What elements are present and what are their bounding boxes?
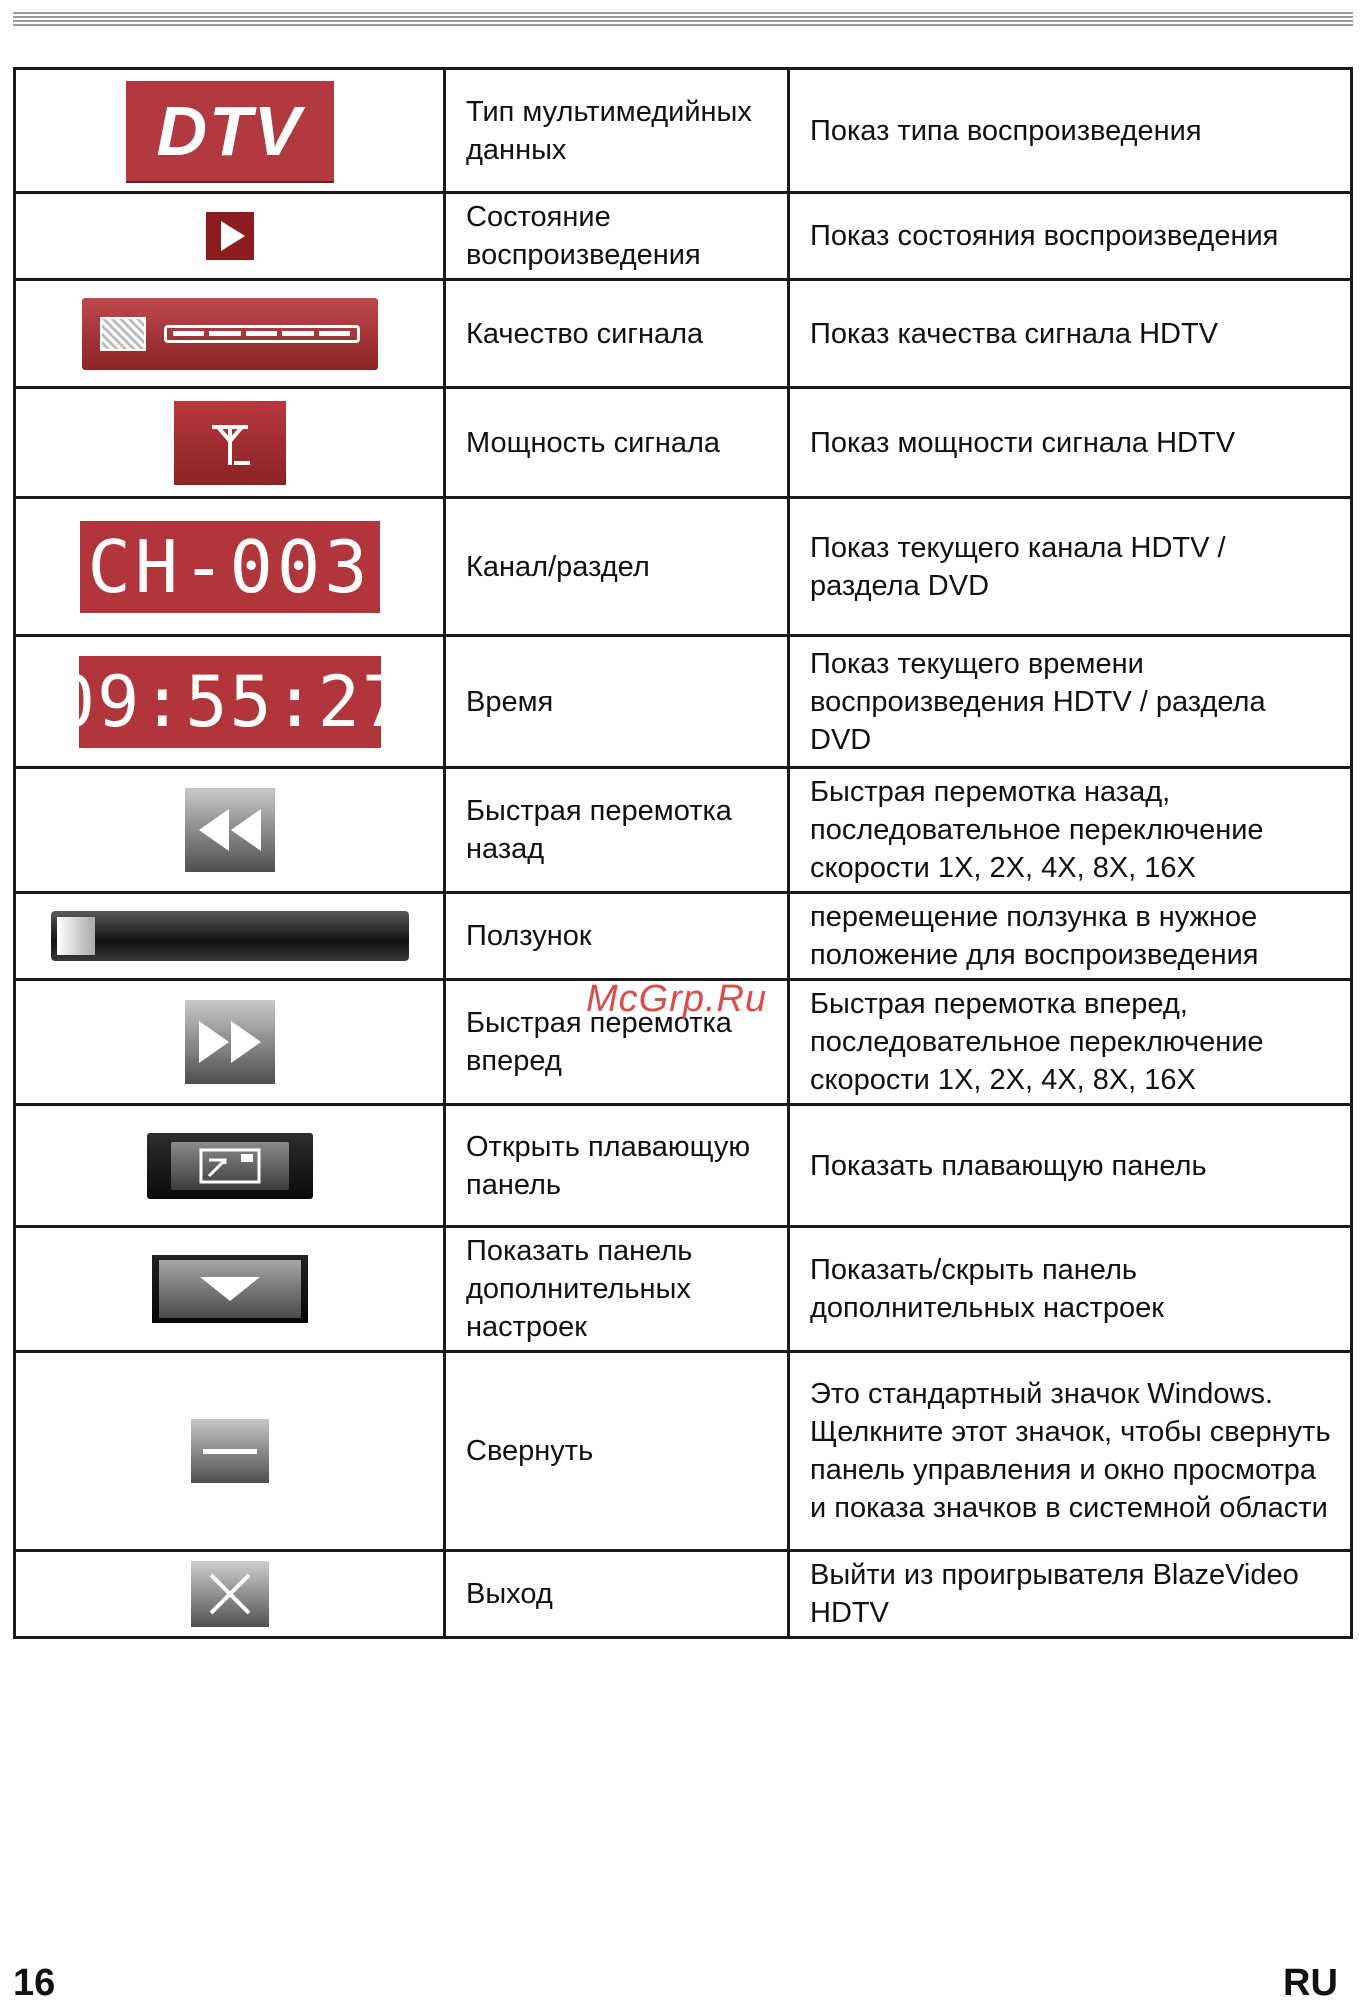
control-name: Канал/раздел [445, 498, 789, 636]
control-name: Выход [445, 1551, 789, 1638]
fast-forward-icon [185, 1000, 275, 1084]
table-row [15, 193, 1352, 280]
play-icon [206, 212, 254, 260]
table-row [15, 1352, 1352, 1551]
table-row [15, 280, 1352, 388]
control-name: Показать панель дополнительных настроек [445, 1227, 789, 1352]
control-name: Открыть плавающую панель [445, 1105, 789, 1227]
control-name: Качество сигнала [445, 280, 789, 388]
dtv-badge-icon [126, 81, 334, 181]
control-description: перемещение ползунка в нужное положение для воспроизведения [789, 893, 1352, 980]
control-description: Показать плавающую панель [789, 1105, 1352, 1227]
control-description: Это стандартный значок Windows. Щелкните этот значок, чтобы свернуть панель управления и окно просмотра и показа значков в системной области [789, 1352, 1352, 1551]
table-row [15, 69, 1352, 193]
control-name: Ползунок [445, 893, 789, 980]
slider-thumb [57, 917, 95, 955]
floating-panel-icon [147, 1133, 313, 1199]
rewind-icon [185, 788, 275, 872]
control-name: Свернуть [445, 1352, 789, 1551]
control-description: Показ мощности сигнала HDTV [789, 388, 1352, 498]
close-icon [191, 1561, 269, 1627]
language-code: RU [1283, 1962, 1338, 2004]
table-row [15, 1105, 1352, 1227]
dtv-badge-text: DTV [156, 91, 303, 170]
control-name: Мощность сигнала [445, 388, 789, 498]
control-description: Показ текущего канала HDTV / раздела DVD [789, 498, 1352, 636]
control-description: Показ типа воспроизведения [789, 69, 1352, 193]
control-name: Быстрая перемотка вперед [445, 980, 789, 1105]
controls-table [13, 67, 1353, 1639]
table-row [15, 893, 1352, 980]
table-row [15, 1551, 1352, 1638]
control-description: Быстрая перемотка назад, последовательное переключение скорости 1X, 2X, 4X, 8X, 16X [789, 768, 1352, 893]
signal-quality-icon [82, 298, 378, 370]
channel-display-icon: CH-003 [80, 521, 380, 613]
control-description: Показ качества сигнала HDTV [789, 280, 1352, 388]
time-display-icon: 09:55:27 [79, 656, 381, 748]
minimize-icon [191, 1419, 269, 1483]
slider-icon [51, 911, 409, 961]
control-name: Состояние воспроизведения [445, 193, 789, 280]
table-row [15, 636, 1352, 768]
control-name: Время [445, 636, 789, 768]
page-number: 16 [13, 1962, 56, 2004]
watermark: McGrp.Ru [586, 978, 768, 1020]
control-name: Тип мультимедийных данных [445, 69, 789, 193]
table-row [15, 498, 1352, 636]
control-description: Быстрая перемотка вперед, последовательное переключение скорости 1X, 2X, 4X, 8X, 16X [789, 980, 1352, 1105]
antenna-icon [174, 401, 286, 485]
table-row [15, 388, 1352, 498]
table-row [15, 768, 1352, 893]
control-description: Выйти из проигрывателя BlazeVideo HDTV [789, 1551, 1352, 1638]
control-name: Быстрая перемотка назад [445, 768, 789, 893]
control-description: Показ состояния воспроизведения [789, 193, 1352, 280]
chevron-down-icon [200, 1277, 260, 1301]
control-description: Показать/скрыть панель дополнительных настроек [789, 1227, 1352, 1352]
table-row [15, 1227, 1352, 1352]
more-settings-icon [152, 1255, 308, 1323]
control-description: Показ текущего времени воспроизведения HDTV / раздела DVD [789, 636, 1352, 768]
header-rule [13, 12, 1353, 26]
